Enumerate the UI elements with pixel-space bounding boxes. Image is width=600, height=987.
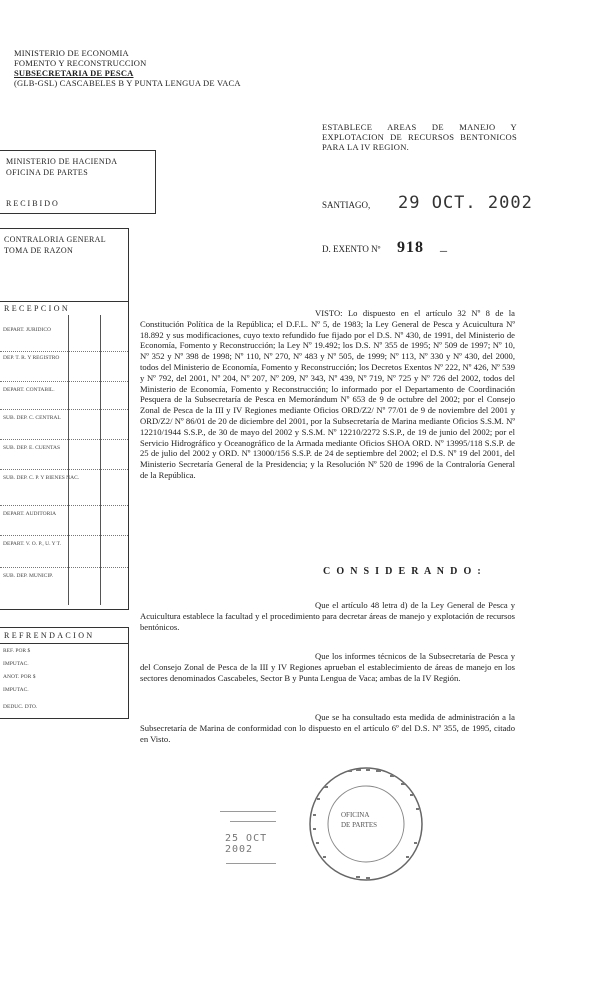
contraloria-toma: TOMA DE RAZON xyxy=(4,246,74,255)
letterhead xyxy=(14,48,241,88)
refrendacion-row-label: DEDUC. DTO. xyxy=(3,704,38,710)
reception-row-label: DEPART. JURIDICO xyxy=(3,327,51,333)
office-seal-line-2: DE PARTES xyxy=(341,821,378,829)
table-row-line xyxy=(0,535,128,536)
considerando-heading: C O N S I D E R A N D O : xyxy=(323,566,483,577)
decree-number: 918 xyxy=(397,239,424,256)
hacienda-received: RECIBIDO xyxy=(6,199,60,208)
received-stamp-date: 25 OCT 2002 xyxy=(225,833,268,855)
refrendacion-row-label: IMPUTAC. xyxy=(3,661,29,667)
table-divider xyxy=(68,315,69,605)
considerando-paragraph-3 xyxy=(140,712,515,744)
table-row-line xyxy=(0,567,128,568)
reception-row-label: SUB. DEP. C. P. Y BIENES NAC. xyxy=(3,475,80,481)
hacienda-ministry: MINISTERIO DE HACIENDA xyxy=(6,157,118,166)
hacienda-office: OFICINA DE PARTES xyxy=(6,168,89,177)
hacienda-stamp-title xyxy=(6,156,117,178)
letterhead-ministry: MINISTERIO DE ECONOMIA xyxy=(14,48,129,58)
stamp-line xyxy=(220,811,276,812)
received-stamp xyxy=(220,805,300,875)
contraloria-stamp-title xyxy=(4,234,106,256)
reception-row-label: SUB. DEP. E. CUENTAS xyxy=(3,445,61,451)
table-row-line xyxy=(0,439,128,440)
considerando-paragraph-2 xyxy=(140,651,515,683)
reception-row-label: DEPART. AUDITORIA xyxy=(3,511,57,517)
contraloria-stamp xyxy=(0,228,129,610)
stamp-line xyxy=(230,821,276,822)
letterhead-subsecretaria: SUBSECRETARIA DE PESCA xyxy=(14,68,134,78)
table-row-line xyxy=(0,469,128,470)
office-seal xyxy=(306,764,426,884)
date-stamp: 29 OCT. 2002 xyxy=(398,193,533,213)
reception-row-label: SUB. DEP. C. CENTRAL xyxy=(3,415,61,421)
visto-text: Lo dispuesto en el artículo 32 Nº 8 de la Constitución Política de la República; el D.F.L. Nº 5, de 1983; la Ley General de Pesca y Acuicultura Nº 18.892 y sus modificaciones, cuyo texto refundido fue fijado por el D.S. Nº 430, de 1991, del Ministerio de Economía, Fomento y Reconstrucción; la Ley Nº 19.492; los D.S. Nº 355 de 1995; Nº 509 de 1997; Nº 10, Nº 352 y Nº 398 de 1998; Nº 110, Nº 270, Nº 483 y Nº 505, de 1999; Nº 113, Nº 330 y Nº 430, del 2000, todos del Ministerio de Economía, Fomento y Reconstrucción; los Decretos Exentos Nº 222, Nº 426, Nº 539 y Nº 792, del 2001, Nº 204, Nº 207, Nº 209, Nº 343, Nº 439, Nº 719, Nº 725 y Nº 726 del 2002, todos del Ministerio de Economía, Fomento y Reconstrucción; lo informado por el Departamento de Coordinación Pesquera de la Subsecretaría de Pesca en Memorándum Nº 653 de 9 de octubre del 2002; por el Consejo Zonal de Pesca de la III y IV Regiones mediante Oficios ORD/Z2/ Nº 77/01 de 9 de noviembre del 2001 y ORD/Z2/ Nº 86/01 de 20 de diciembre del 2001, por la Subsecretaría de Marina mediante Oficios S.S.M. Nº 12210/1944 S.S.P., de 30 de mayo del 2002 y S.S.M. Nº 12210/2272 S.S.P., de 19 de junio del 2002; por el Servicio Hidrográfico y Oceanográfico de la Armada mediante Oficios SHOA ORD. Nº 13995/118 S.S.P. de 25 de julio del 2002 y ORD. Nº 13000/156 S.S.P. de 24 de septiembre del 2002; el D.S. Nº 19 del 2001, del Ministerio Secretaría General de la Presidencia; y la Resolución Nº 520 de 1996 de la Contraloría General de la República. xyxy=(140,308,516,480)
considerando-text-2: Que los informes técnicos de la Subsecretaría de Pesca y del Consejo Zonal de Pesca de la III y IV Regiones aprueban el establecimiento de áreas de manejo en los sectores denominados Cascabeles, Sector B y Punta Lengua de Vaca; ambas de la IV Región. xyxy=(140,651,515,683)
table-divider xyxy=(100,315,101,605)
refrendacion-row-label: REF. POR $ xyxy=(3,648,31,654)
office-seal-text xyxy=(341,810,377,830)
table-row-line xyxy=(0,351,128,352)
table-row-line xyxy=(0,381,128,382)
refrendacion-row-label: ANOT. POR $ xyxy=(3,674,36,680)
considerando-text-3: Que se ha consultado esta medida de administración a la Subsecretaría de Marina de conformidad con lo dispuesto en el artículo 6º del D.S. Nº 355, de 1995, citado en Visto. xyxy=(140,712,515,744)
visto-label: VISTO: xyxy=(315,308,343,318)
table-row-line xyxy=(0,409,128,410)
considerando-paragraph-1 xyxy=(140,600,515,632)
reception-row-label: DEPART. V. O. P., U. Y T. xyxy=(3,541,61,547)
stamp-line xyxy=(226,863,276,864)
hacienda-stamp xyxy=(0,150,156,214)
visto-paragraph xyxy=(140,308,515,481)
office-seal-line-1: OFICINA xyxy=(341,811,370,819)
reception-row-label: SUB. DEP. MUNICIP. xyxy=(3,573,53,579)
letterhead-ministry-2: FOMENTO Y RECONSTRUCCION xyxy=(14,58,147,68)
reception-section-label: RECEPCION xyxy=(0,301,128,313)
refrendacion-row-label: IMPUTAC. xyxy=(3,687,29,693)
decree-label: D. EXENTO Nº xyxy=(322,244,381,254)
decree-subject: ESTABLECE AREAS DE MANEJO Y EXPLOTACION DE RECURSOS BENTONICOS PARA LA IV REGION. xyxy=(322,122,517,152)
letterhead-reference: (GLB-GSL) CASCABELES B Y PUNTA LENGUA DE VACA xyxy=(14,78,241,88)
considerando-text-1: Que el artículo 48 letra d) de la Ley General de Pesca y Acuicultura establece la facultad y el procedimiento para decretar áreas de manejo y explotación de recursos bentónicos. xyxy=(140,600,515,632)
reception-row-label: DEP. T. R. Y REGISTRO xyxy=(3,355,60,361)
table-row-line xyxy=(0,505,128,506)
reception-row-label: DEPART. CONTABIL. xyxy=(3,387,55,393)
refrendacion-section-label: REFRENDACION xyxy=(0,628,128,644)
contraloria-name: CONTRALORIA GENERAL xyxy=(4,235,106,244)
place-label: SANTIAGO, xyxy=(322,200,371,210)
decree-number-tail: _ xyxy=(440,239,447,254)
refrendacion-stamp xyxy=(0,627,129,719)
